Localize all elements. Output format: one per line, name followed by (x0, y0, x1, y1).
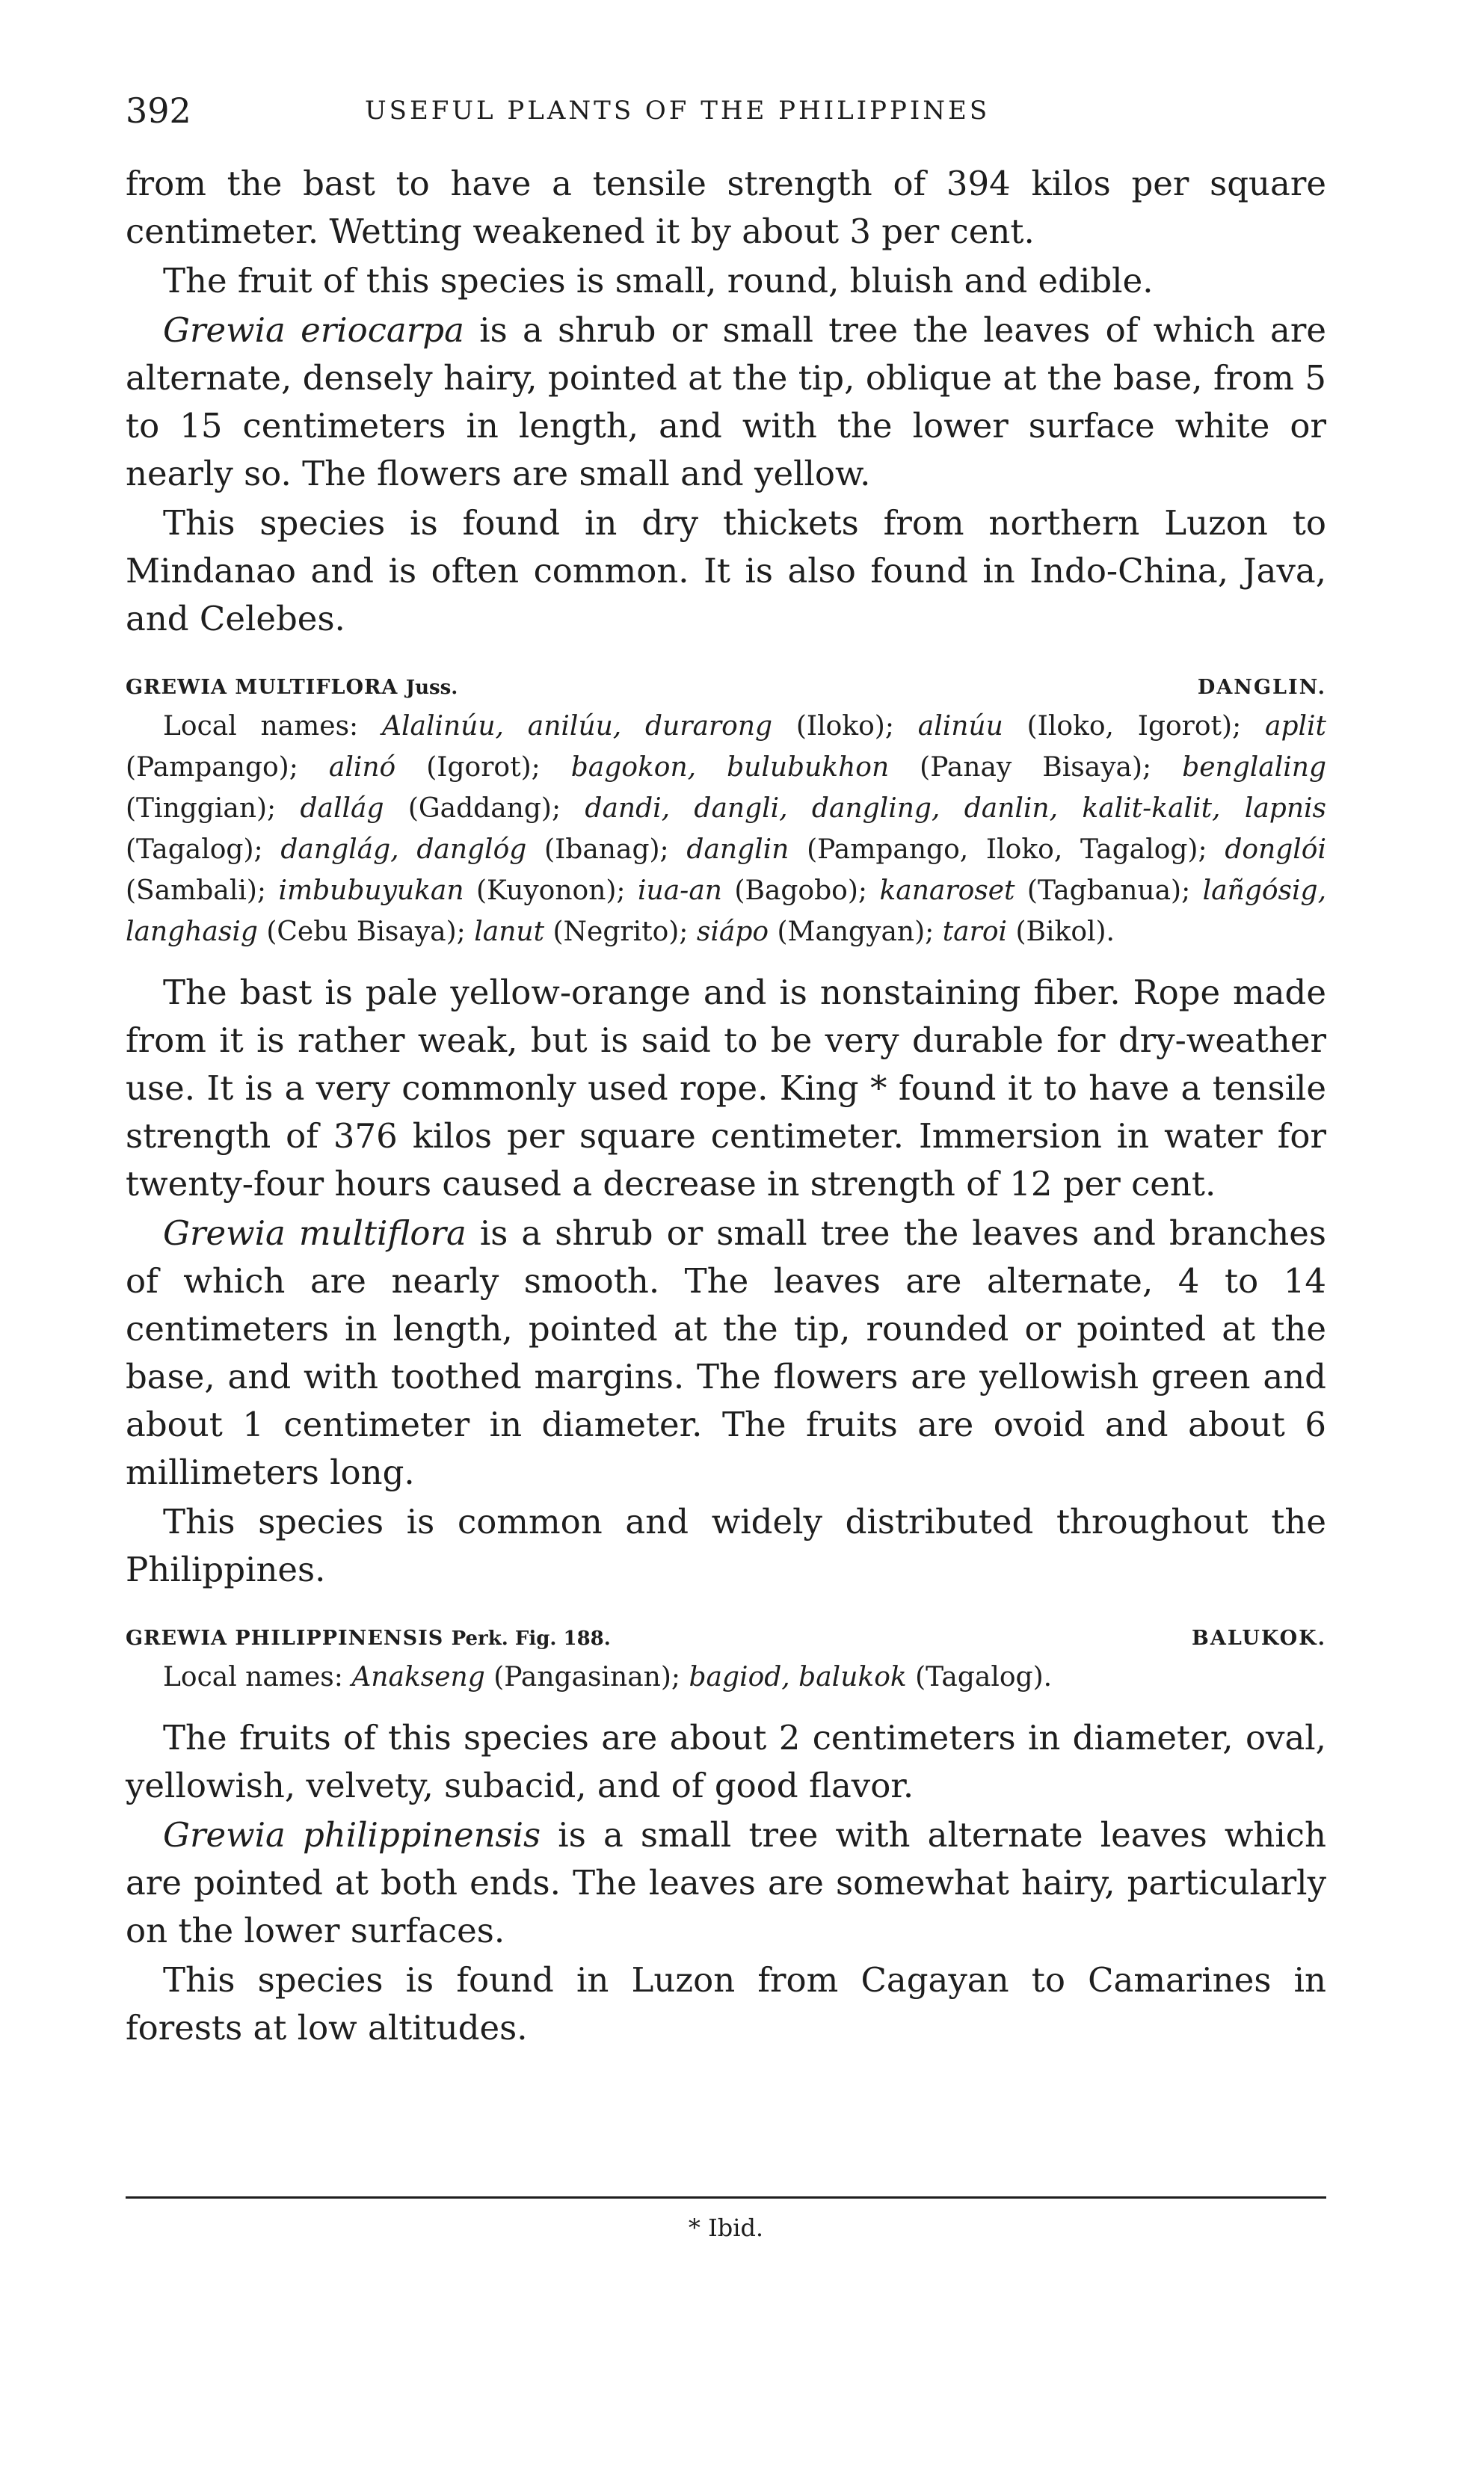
species-name: Grewia multiflora (163, 1213, 467, 1253)
local-name: danglág, danglóg (280, 834, 527, 865)
paragraph-text: is a shrub or small tree the leaves and branches of which are nearly smooth. The leaves are alternate, 4 to 14 centimeters in length, pointed at the tip, rounded or pointed at the base, and with toothed margins. The flowers are yellowish green and about 1 centimeter in diameter. The fruits are ovoid and about 6 millimeters long. (126, 1213, 1326, 1492)
entry-author: Perk. Fig. 188. (451, 1627, 611, 1650)
paragraph: from the bast to have a tensile strength of 394 kilos per square centimeter. Wetting weakened it by about 3 per cent. (126, 164, 1326, 251)
footnote-rule (126, 2196, 1326, 2199)
local-name: dallág (300, 793, 384, 824)
local-name-text: Local names: (163, 1662, 352, 1693)
paragraph (126, 1811, 1326, 1955)
local-name-text: (Bagobo); (721, 875, 880, 906)
entry-scientific-name (126, 1624, 611, 1654)
local-name: alinúu (917, 711, 1003, 742)
local-name-text: (Tagalog); (126, 834, 281, 865)
local-name: dandi, dangli, dangling, danlin, kalit-kalit, lapnis (585, 793, 1327, 824)
species-name: Grewia philippinensis (163, 1815, 541, 1855)
local-name-text: (Cebu Bisaya); (257, 917, 475, 947)
entry-scientific-name (126, 673, 458, 703)
local-name: donglói (1225, 834, 1326, 865)
local-name-text: (Kuyonon); (464, 875, 638, 906)
local-name: bagiod, balukok (689, 1662, 907, 1693)
entry-name: GREWIA MULTIFLORA (126, 676, 398, 699)
entry-vernacular-name: BALUKOK. (1192, 1627, 1326, 1650)
paragraph: The fruits of this species are about 2 centimeters in diameter, oval, yellowish, velvety, subacid, and of good flavor. (126, 1718, 1326, 1805)
paragraph: This species is found in dry thickets from northern Luzon to Mindanao and is often common. It is also found in Indo-China, Java, and Celebes. (126, 503, 1326, 638)
local-name: bagokon, bulubukhon (570, 752, 890, 783)
entry-name: GREWIA PHILIPPINENSIS (126, 1627, 444, 1650)
local-name: lanut (474, 917, 545, 947)
local-name: danglin (686, 834, 789, 865)
local-name: alinó (328, 752, 396, 783)
local-name-text: (Mangyan); (769, 917, 943, 947)
paragraph: The fruit of this species is small, round, bluish and edible. (163, 261, 1154, 301)
local-name: Alalinúu, anilúu, durarong (381, 711, 773, 742)
local-name-text: (Gaddang); (384, 793, 585, 824)
footnote: * Ibid. (688, 2214, 764, 2242)
paragraph: The bast is pale yellow-orange and is nonstaining fiber. Rope made from it is rather weak, but is said to be very durable for dry-weather use. It is a very commonly used rope. King * found it to have a tensile strength of 376 kilos per square centimeter. Immersion in water for twenty-four hours caused a decrease in strength of 12 per cent. (126, 973, 1326, 1204)
local-name: taroi (942, 917, 1008, 947)
local-name-text: (Bikol). (1007, 917, 1115, 947)
page-number: 392 (126, 90, 191, 131)
local-name-text: (Panay Bisaya); (889, 752, 1183, 783)
local-name: siápo (696, 917, 769, 947)
local-names (126, 1657, 1326, 1698)
local-name-text: (Pangasinan); (484, 1662, 689, 1693)
entry-author: Juss. (405, 677, 458, 699)
local-name: benglaling (1182, 752, 1327, 783)
paragraph-text: is a small tree with alternate leaves which are pointed at both ends. The leaves are somewhat hairy, particularly on the lower surfaces. (126, 1815, 1326, 1950)
local-name-text: (Negrito); (544, 917, 697, 947)
local-name: iua-an (638, 875, 722, 906)
entry-heading-multiflora (126, 673, 1326, 703)
local-name: kanaroset (879, 875, 1015, 906)
local-name-text: (Tagbanua); (1015, 875, 1203, 906)
entry-vernacular-name: DANGLIN. (1197, 676, 1326, 699)
entry-heading-philippinensis (126, 1624, 1326, 1654)
local-name-text: (Sambali); (126, 875, 279, 906)
running-head (126, 88, 1326, 133)
paragraph (126, 1210, 1326, 1497)
local-name-text: (Tinggian); (126, 793, 301, 824)
local-names (126, 706, 1326, 952)
running-title: USEFUL PLANTS OF THE PHILIPPINES (365, 96, 991, 126)
local-name-text: (Pampango, Iloko, Tagalog); (789, 834, 1225, 865)
paragraph-text: is a shrub or small tree the leaves of which are alternate, densely hairy, pointed at the tip, oblique at the base, from 5 to 15 centimeters in length, and with the lower surface white or nearly so. The flowers are small and yellow. (126, 310, 1326, 493)
local-name: lañgósig, langhasig (126, 875, 1327, 947)
local-name-text: (Pampango); (126, 752, 329, 783)
local-name: aplit (1264, 711, 1326, 742)
paragraph: This species is found in Luzon from Cagayan to Camarines in forests at low altitudes. (126, 1960, 1326, 2048)
species-name: Grewia eriocarpa (163, 310, 464, 350)
local-name-text: (Iloko, Igorot); (1003, 711, 1265, 742)
local-name-text: (Iloko); (772, 711, 918, 742)
local-name-text: (Ibanag); (526, 834, 687, 865)
local-name-text: (Igorot); (395, 752, 571, 783)
paragraph: This species is common and widely distributed throughout the Philippines. (126, 1502, 1326, 1589)
local-name: imbubuyukan (278, 875, 464, 906)
paragraph (126, 307, 1326, 498)
local-name: Anakseng (351, 1662, 485, 1693)
local-name-text: (Tagalog). (906, 1662, 1053, 1693)
local-name-text: Local names: (163, 711, 382, 742)
page (126, 88, 1326, 2052)
